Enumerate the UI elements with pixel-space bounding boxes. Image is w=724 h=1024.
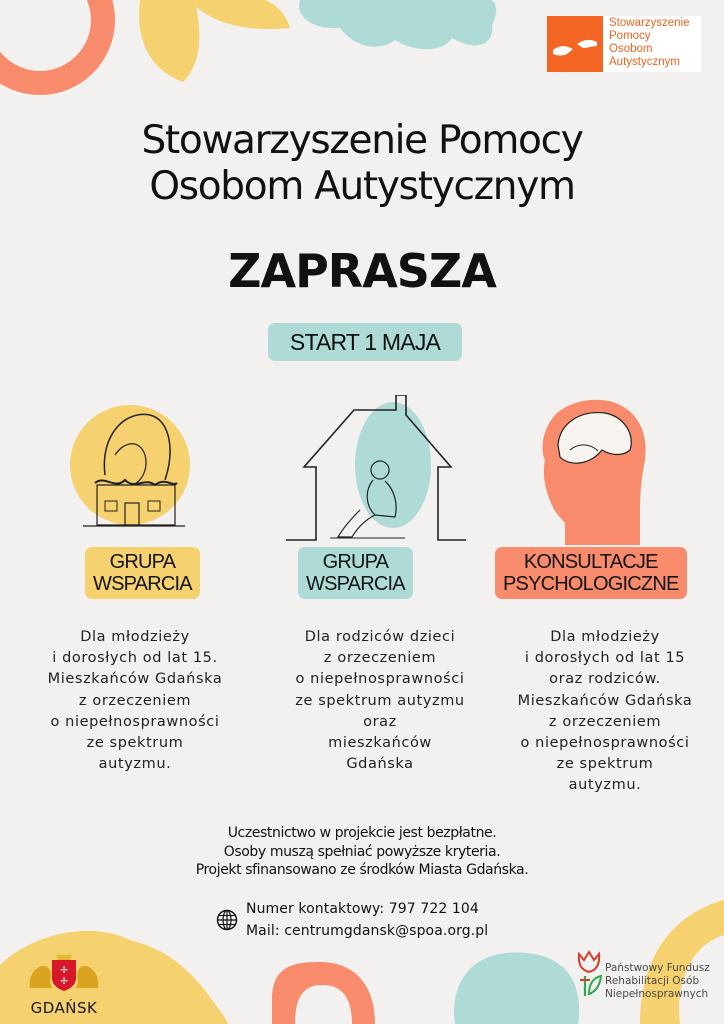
org-logo-line: Stowarzyszenie <box>609 17 690 29</box>
desc-line: ze spektrum <box>556 756 654 773</box>
desc-line: i dorosłych od lat 15 <box>524 650 686 667</box>
gdansk-logo-label: GDAŃSK <box>30 999 98 1017</box>
title-line-1: Stowarzyszenie Pomocy <box>141 118 583 163</box>
badge-line: GRUPA <box>109 551 176 573</box>
org-logo-line: Pomocy <box>609 30 651 42</box>
column-description <box>265 627 495 775</box>
column-description <box>15 627 255 775</box>
desc-line: Dla młodzieży <box>550 629 660 645</box>
badge-support-group <box>298 547 413 599</box>
svg-text:✢: ✢ <box>60 976 68 986</box>
desc-line: oraz <box>363 713 397 730</box>
title-line-2: Osobom Autystycznym <box>149 164 575 209</box>
org-logo <box>547 16 701 72</box>
globe-icon <box>216 909 238 931</box>
desc-line: autyzmu. <box>98 756 172 773</box>
desc-line: ze spektrum <box>86 735 184 752</box>
badge-line: WSPARCIA <box>306 573 405 595</box>
pfron-logo <box>575 950 710 1005</box>
desc-line: Dla młodzieży <box>80 629 190 645</box>
desc-line: ze spektrum autyzmu <box>295 692 465 709</box>
desc-line: Dla rodziców dzieci <box>304 629 456 645</box>
org-logo-line: Osobom <box>609 43 653 55</box>
pfron-line: Niepełnosprawnych <box>605 988 709 1000</box>
desc-line: Gdańska <box>346 756 414 773</box>
badge-psych-consultations <box>495 547 687 599</box>
desc-line: z orzeczeniem <box>78 692 192 709</box>
contact-email[interactable]: Mail: centrumgdansk@spoa.org.pl <box>246 923 489 939</box>
gdansk-coat-of-arms-icon <box>26 952 102 992</box>
column-support-group-youth <box>45 395 275 773</box>
svg-text:✢: ✢ <box>60 965 68 975</box>
footer-info <box>0 824 724 880</box>
contact-block <box>216 898 488 942</box>
headline: ZAPRASZA <box>228 244 496 298</box>
desc-line: o niepełnosprawności <box>50 713 220 730</box>
badge-line: KONSULTACJE <box>523 551 658 573</box>
badge-line: GRUPA <box>322 551 389 573</box>
person-curled-in-head-illustration <box>490 395 720 545</box>
org-logo-line: Autystycznym <box>609 56 680 68</box>
badge-support-group <box>85 547 200 599</box>
desc-line: z orzeczeniem <box>548 713 662 730</box>
start-date-badge: START 1 MAJA <box>268 323 462 361</box>
desc-line: o niepełnosprawności <box>520 735 690 752</box>
footer-line: Uczestnictwo w projekcie jest bezpłatne. <box>227 825 497 841</box>
desc-line: Mieszkańców Gdańska <box>47 671 223 688</box>
desc-line: autyzmu. <box>568 777 642 794</box>
column-description <box>485 627 724 797</box>
contact-phone: Numer kontaktowy: 797 722 104 <box>246 901 479 917</box>
desc-line: mieszkańców <box>328 735 432 752</box>
desc-line: o niepełnosprawności <box>295 671 465 688</box>
column-psych-consultations <box>490 395 720 794</box>
person-hugging-knees-on-house-illustration <box>45 395 275 545</box>
badge-line: PSYCHOLOGICZNE <box>503 573 679 595</box>
pfron-line: Państwowy Fundusz <box>605 962 710 974</box>
badge-line: WSPARCIA <box>93 573 192 595</box>
footer-line: Projekt sfinansowano ze środków Miasta Gdańska. <box>195 862 529 878</box>
desc-line: z orzeczeniem <box>323 650 437 667</box>
pfron-line: Rehabilitacji Osób <box>605 975 700 987</box>
gdansk-logo <box>26 952 102 1017</box>
person-sitting-in-house-illustration <box>270 395 500 545</box>
footer-line: Osoby muszą spełniać powyższe kryteria. <box>223 843 501 860</box>
desc-line: Mieszkańców Gdańska <box>517 692 693 709</box>
desc-line: oraz rodziców. <box>549 671 661 688</box>
page-title <box>0 118 724 210</box>
column-support-group-parents <box>270 395 500 773</box>
desc-line: i dorosłych od lat 15. <box>52 650 218 667</box>
hands-icon <box>547 16 603 72</box>
tulip-icon <box>575 950 603 1000</box>
